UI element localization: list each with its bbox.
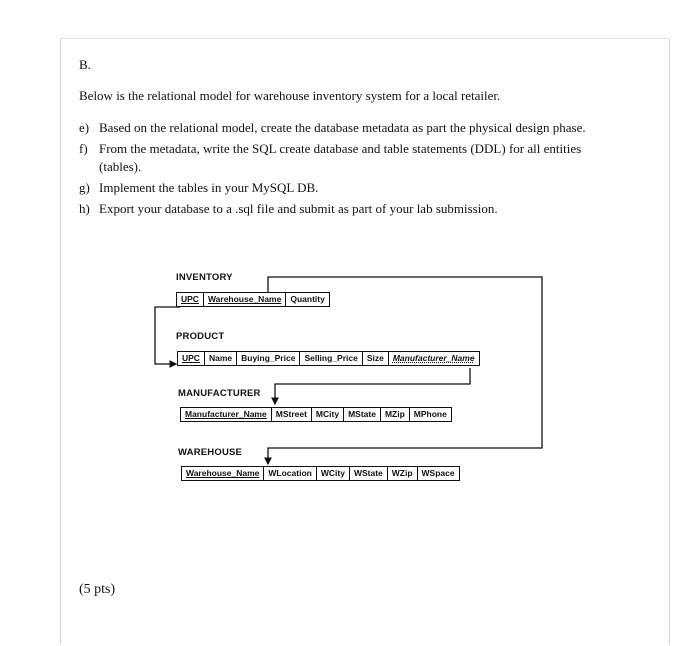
task-list	[79, 119, 624, 221]
task-text: Implement the tables in your MySQL DB.	[99, 180, 319, 195]
column-cell: Name	[205, 352, 237, 365]
column-cell: MPhone	[413, 409, 447, 419]
intro-text: Below is the relational model for warehouse inventory system for a local retailer.	[79, 88, 501, 103]
task-text: Based on the relational model, create the database metadata as part the physical design phase.	[99, 120, 586, 135]
column-cell: Manufacturer_Name	[181, 408, 272, 421]
column-cell: Quantity	[290, 294, 325, 304]
column-cell: MState	[344, 408, 381, 421]
column-cell: WState	[350, 467, 388, 480]
task-text: From the metadata, write the SQL create database and table statements (DDL) for all entities (tables).	[99, 141, 582, 174]
column-cell: WCity	[317, 467, 350, 480]
column-cell: UPC	[178, 352, 205, 365]
task-marker: f)	[79, 141, 88, 156]
entity-title-warehouse: WAREHOUSE	[178, 447, 243, 458]
column-cell: UPC	[177, 293, 204, 306]
task-marker: g)	[79, 180, 90, 195]
column-cell: MZip	[381, 408, 410, 421]
task-text: Export your database to a .sql file and submit as part of your lab submission.	[99, 201, 498, 216]
task-item	[79, 140, 624, 176]
entity-title-product: PRODUCT	[176, 331, 225, 342]
table-manufacturer	[180, 407, 452, 422]
task-marker: e)	[79, 120, 90, 135]
task-item	[79, 179, 624, 197]
column-cell: Size	[363, 352, 389, 365]
column-cell: WZip	[388, 467, 418, 480]
section-label: B.	[79, 57, 91, 72]
column-cell: Manufacturer_Name	[392, 353, 475, 363]
column-cell: Warehouse_Name	[204, 293, 286, 306]
column-cell: WLocation	[264, 467, 316, 480]
table-product	[177, 351, 480, 366]
points-label: (5 pts)	[79, 582, 116, 597]
entity-title-inventory: INVENTORY	[176, 272, 233, 283]
column-cell: Selling_Price	[300, 352, 362, 365]
table-warehouse	[181, 466, 460, 481]
column-cell: MCity	[312, 408, 344, 421]
entity-title-manufacturer: MANUFACTURER	[178, 388, 261, 399]
column-cell: WSpace	[421, 468, 455, 478]
column-cell: Buying_Price	[237, 352, 300, 365]
task-item	[79, 119, 624, 137]
task-item	[79, 200, 624, 218]
table-inventory	[176, 292, 330, 307]
task-marker: h)	[79, 201, 90, 216]
column-cell: Warehouse_Name	[182, 467, 264, 480]
column-cell: MStreet	[272, 408, 312, 421]
